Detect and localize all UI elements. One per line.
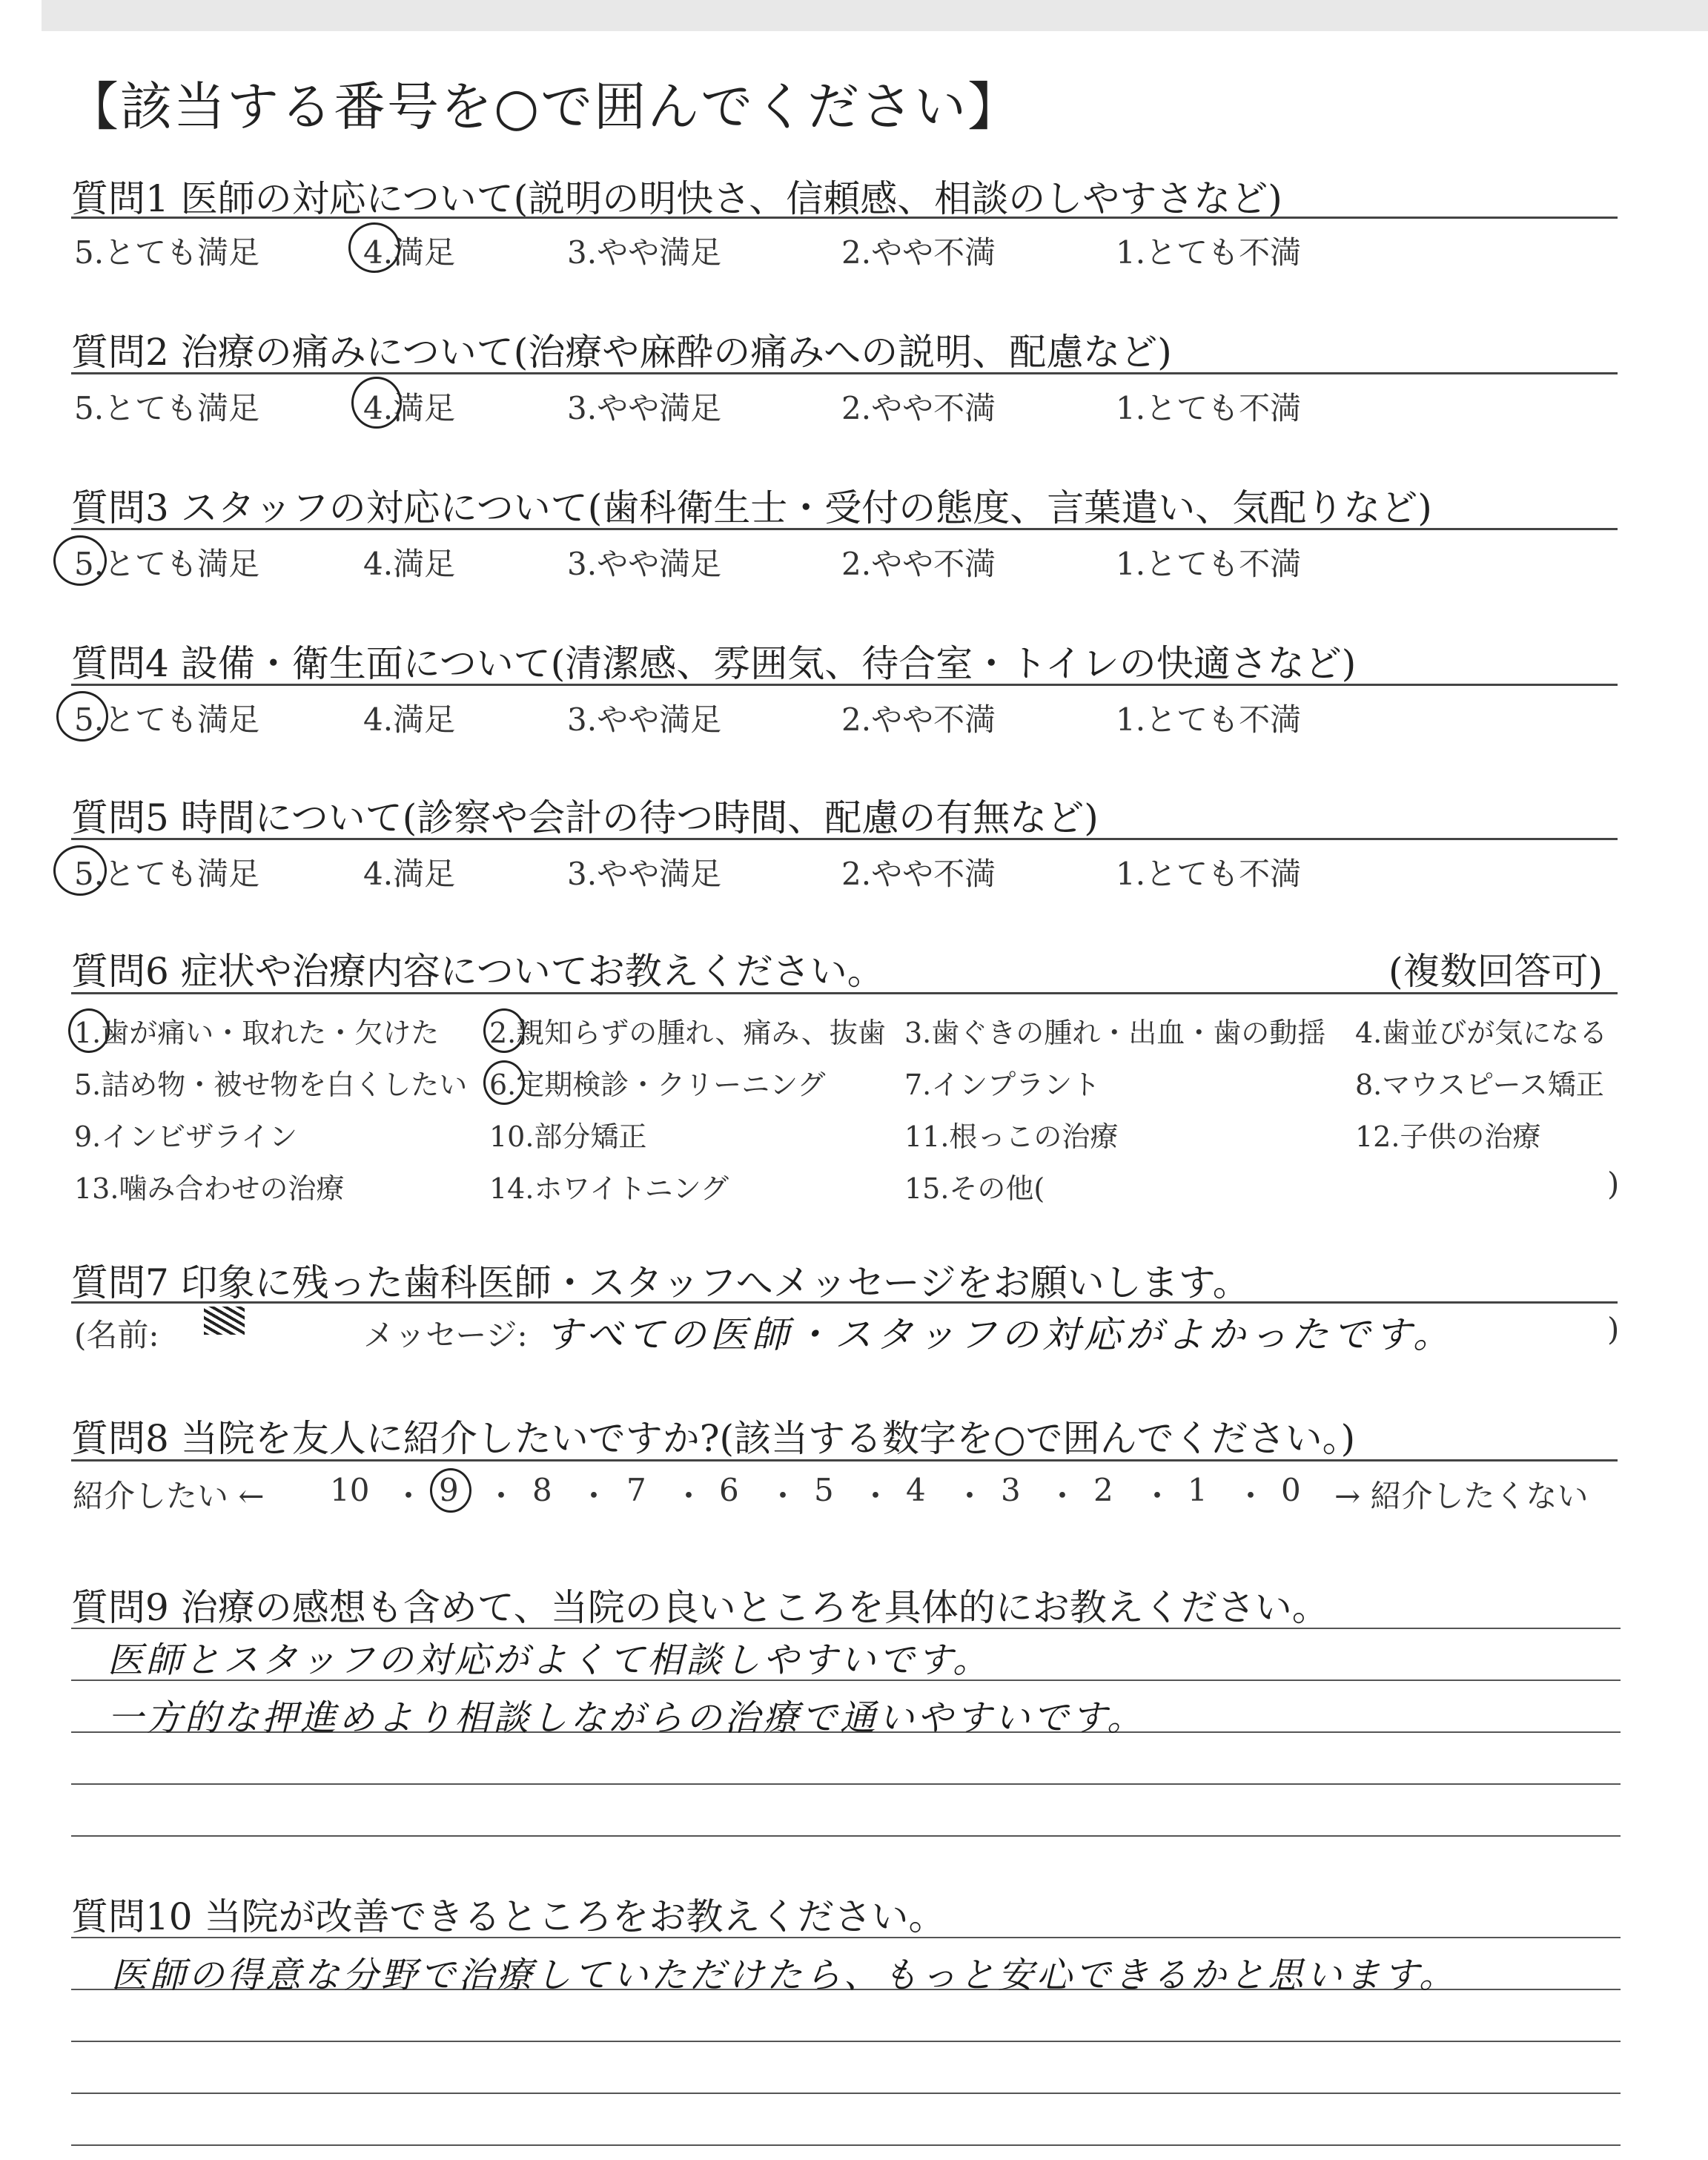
q3-selection-circle <box>53 535 107 586</box>
question-8-title: 質問8 当院を友人に紹介したいですか?(該当する数字を○で囲んでください。) <box>71 1417 1356 1460</box>
scale-separator: ・ <box>578 1478 610 1514</box>
question-2-title: 質問2 治療の痛みについて(治療や麻酔の痛みへの説明、配慮など) <box>71 331 1172 374</box>
q4-option-1[interactable]: 1.とても不満 <box>1116 701 1302 738</box>
q2-selection-circle <box>351 377 402 429</box>
scale-separator: ・ <box>1047 1478 1079 1514</box>
q2-option-1[interactable]: 1.とても不満 <box>1116 390 1302 426</box>
q6-option-13[interactable]: 13.噛み合わせの治療 <box>74 1172 345 1205</box>
scale-separator: ・ <box>486 1478 517 1514</box>
q1-option-5[interactable]: 5.とても満足 <box>74 234 260 271</box>
q4-option-3[interactable]: 3.やや満足 <box>567 701 722 738</box>
q3-option-1[interactable]: 1.とても不満 <box>1116 546 1302 582</box>
q6-option-4[interactable]: 4.歯並びが気になる <box>1355 1017 1608 1049</box>
q10-answer-line-5 <box>71 2144 1621 2146</box>
message-label: メッセージ: <box>363 1317 528 1353</box>
redacted-name <box>204 1307 245 1335</box>
q1-selection-circle <box>348 222 400 273</box>
recommend-left-label: 紹介したい ← <box>73 1478 265 1514</box>
scale-10[interactable]: 10 <box>330 1472 370 1508</box>
q6-option-3[interactable]: 3.歯ぐきの腫れ・出血・歯の動揺 <box>904 1017 1326 1049</box>
q5-selection-circle <box>53 845 107 896</box>
q6-option-10[interactable]: 10.部分矯正 <box>489 1120 647 1153</box>
message-handwritten[interactable]: すべての医師・スタッフの対応がよかったです。 <box>545 1313 1454 1356</box>
q8-selection-circle <box>430 1468 471 1513</box>
q2-option-4[interactable]: 4.満足 <box>363 390 456 426</box>
recommend-right-label: → 紹介したくない <box>1334 1478 1589 1514</box>
question-10-title: 質問10 当院が改善できるところをお教えください。 <box>71 1895 946 1938</box>
question-2-rule <box>71 372 1618 374</box>
question-5-rule <box>71 838 1618 840</box>
q3-option-2[interactable]: 2.やや不満 <box>841 546 996 582</box>
scan-top-edge <box>42 0 1708 31</box>
q4-option-2[interactable]: 2.やや不満 <box>841 701 996 738</box>
question-9-title: 質問9 治療の感想も含めて、当院の良いところを具体的にお教えください。 <box>71 1586 1329 1629</box>
scale-9[interactable]: 9 <box>439 1472 459 1508</box>
q5-option-2[interactable]: 2.やや不満 <box>841 856 996 892</box>
page-header: 【該当する番号を○で囲んでください】 <box>67 76 1022 137</box>
scale-separator: ・ <box>393 1478 425 1514</box>
q10-answer-1[interactable]: 医師の得意な分野で治療していただけたら、もっと安心できるかと思います。 <box>111 1955 1458 1996</box>
question-6-title: 質問6 症状や治療内容についてお教えください。 <box>71 950 884 993</box>
q10-answer-line-4 <box>71 2093 1621 2094</box>
scale-0[interactable]: 0 <box>1281 1472 1301 1508</box>
question-4-title: 質問4 設備・衛生面について(清潔感、雰囲気、待合室・トイレの快適さなど) <box>71 642 1357 685</box>
scale-3[interactable]: 3 <box>1001 1472 1021 1508</box>
q2-option-3[interactable]: 3.やや満足 <box>567 390 722 426</box>
question-8-rule <box>71 1459 1618 1462</box>
q1-option-4[interactable]: 4.満足 <box>363 234 456 271</box>
scale-separator: ・ <box>1142 1478 1174 1514</box>
q9-answer-line-5 <box>71 1835 1621 1837</box>
q6-option-14[interactable]: 14.ホワイトニング <box>489 1172 729 1205</box>
q10-answer-line-3 <box>71 2041 1621 2042</box>
question-7-rule <box>71 1301 1618 1304</box>
q3-option-5[interactable]: 5.とても満足 <box>74 546 260 582</box>
q3-option-4[interactable]: 4.満足 <box>363 546 456 582</box>
multiple-answers-note: (複数回答可) <box>1388 950 1603 993</box>
q5-option-1[interactable]: 1.とても不満 <box>1116 856 1302 892</box>
q6-selection-circle-2 <box>483 1008 525 1053</box>
q6-option-1[interactable]: 1.歯が痛い・取れた・欠けた <box>74 1017 440 1049</box>
question-7-title: 質問7 印象に残った歯科医師・スタッフへメッセージをお願いします。 <box>71 1261 1250 1304</box>
question-1-title: 質問1 医師の対応について(説明の明快さ、信頼感、相談のしやすさなど) <box>71 177 1282 220</box>
scale-separator: ・ <box>767 1478 799 1514</box>
q5-option-5[interactable]: 5.とても満足 <box>74 856 260 892</box>
q4-option-5[interactable]: 5.とても満足 <box>74 701 260 738</box>
q2-option-2[interactable]: 2.やや不満 <box>841 390 996 426</box>
q6-option-5[interactable]: 5.詰め物・被せ物を白くしたい <box>74 1069 468 1101</box>
q9-answer-line-1 <box>71 1628 1621 1629</box>
scale-1[interactable]: 1 <box>1188 1472 1208 1508</box>
name-label: (名前: <box>74 1317 159 1353</box>
q5-option-3[interactable]: 3.やや満足 <box>567 856 722 892</box>
scale-separator: ・ <box>860 1478 892 1514</box>
message-close-paren: ) <box>1607 1311 1620 1347</box>
q2-option-5[interactable]: 5.とても満足 <box>74 390 260 426</box>
q4-selection-circle <box>56 691 108 742</box>
q6-selection-circle-6 <box>483 1060 525 1105</box>
q1-option-2[interactable]: 2.やや不満 <box>841 234 996 271</box>
q6-option-9[interactable]: 9.インビザライン <box>74 1120 298 1153</box>
question-5-title: 質問5 時間について(診察や会計の待つ時間、配慮の有無など) <box>71 796 1099 839</box>
q6-option-8[interactable]: 8.マウスピース矯正 <box>1355 1069 1604 1101</box>
q1-option-1[interactable]: 1.とても不満 <box>1116 234 1302 271</box>
q9-answer-line-4 <box>71 1783 1621 1785</box>
scale-2[interactable]: 2 <box>1093 1472 1113 1508</box>
q9-answer-2[interactable]: 一方的な押進めより相談しながらの治療で通いやすいです。 <box>107 1697 1146 1739</box>
q9-answer-1[interactable]: 医師とスタッフの対応がよくて相談しやすいです。 <box>107 1639 992 1681</box>
q1-option-3[interactable]: 3.やや満足 <box>567 234 722 271</box>
q6-option-15-close-paren: ) <box>1607 1166 1620 1202</box>
question-3-title: 質問3 スタッフの対応について(歯科衛生士・受付の態度、言葉遣い、気配りなど) <box>71 486 1432 529</box>
question-6-rule <box>71 992 1618 994</box>
q6-option-12[interactable]: 12.子供の治療 <box>1355 1120 1541 1153</box>
q5-option-4[interactable]: 4.満足 <box>363 856 456 892</box>
q6-option-2[interactable]: 2.親知らずの腫れ、痛み、抜歯 <box>489 1017 886 1049</box>
scale-separator: ・ <box>673 1478 705 1514</box>
question-4-rule <box>71 684 1618 686</box>
scale-7[interactable]: 7 <box>626 1472 646 1508</box>
q6-selection-circle-1 <box>68 1008 110 1053</box>
scale-separator: ・ <box>1235 1478 1267 1514</box>
scale-4[interactable]: 4 <box>906 1472 926 1508</box>
question-3-rule <box>71 528 1618 530</box>
q6-option-15[interactable]: 15.その他( <box>904 1172 1045 1205</box>
q6-option-11[interactable]: 11.根っこの治療 <box>904 1120 1119 1153</box>
q6-option-7[interactable]: 7.インプラント <box>904 1069 1101 1101</box>
scale-separator: ・ <box>954 1478 986 1514</box>
q4-option-4[interactable]: 4.満足 <box>363 701 456 738</box>
q10-answer-line-1 <box>71 1937 1621 1938</box>
scale-5[interactable]: 5 <box>814 1472 834 1508</box>
scale-6[interactable]: 6 <box>719 1472 739 1508</box>
scale-8[interactable]: 8 <box>532 1472 552 1508</box>
q3-option-3[interactable]: 3.やや満足 <box>567 546 722 582</box>
q6-option-6[interactable]: 6.定期検診・クリーニング <box>489 1069 826 1101</box>
question-1-rule <box>71 217 1618 219</box>
